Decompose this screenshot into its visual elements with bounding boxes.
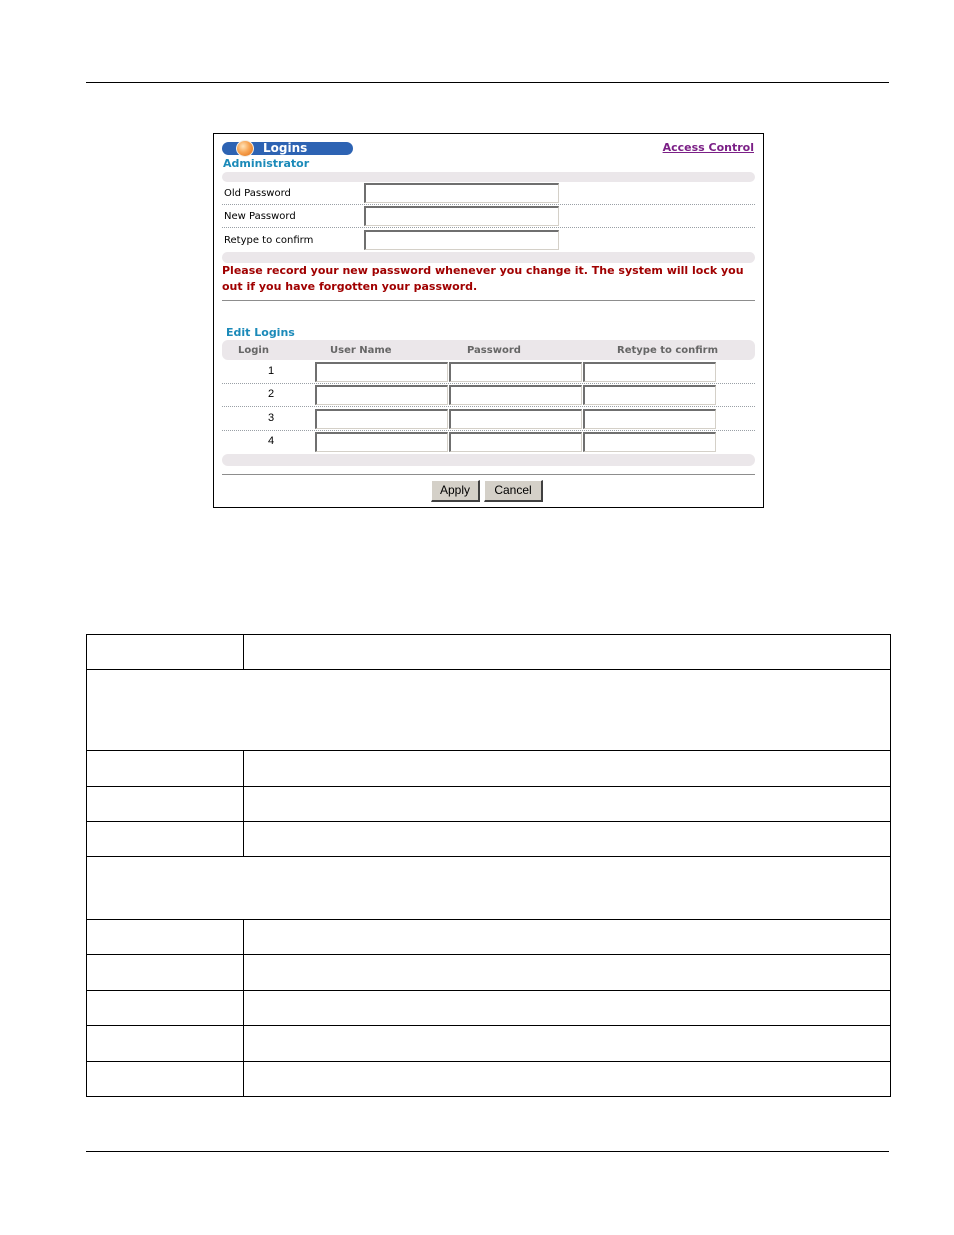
table-cell xyxy=(87,670,891,751)
table-row xyxy=(87,920,891,955)
retype-password-input[interactable] xyxy=(364,230,559,250)
button-divider xyxy=(222,474,755,475)
table-cell xyxy=(244,787,891,822)
table-row xyxy=(87,955,891,991)
user-name-input-1[interactable] xyxy=(315,362,448,382)
retype-input-4[interactable] xyxy=(583,432,716,452)
login-row xyxy=(222,384,755,407)
login-number: 4 xyxy=(268,435,275,447)
table-cell xyxy=(87,751,244,787)
login-row xyxy=(222,361,755,384)
user-name-input-4[interactable] xyxy=(315,432,448,452)
col-password: Password xyxy=(467,345,521,356)
title-bar xyxy=(222,142,353,155)
table-cell xyxy=(244,822,891,857)
login-row xyxy=(222,408,755,431)
password-input-1[interactable] xyxy=(449,362,582,382)
table-cell xyxy=(87,857,891,920)
login-row xyxy=(222,431,755,454)
table-row xyxy=(87,1026,891,1062)
table-row xyxy=(87,991,891,1026)
cancel-button[interactable]: Cancel xyxy=(484,480,543,502)
table-cell xyxy=(244,751,891,787)
table-cell xyxy=(87,955,244,991)
old-password-row xyxy=(222,182,755,205)
table-cell xyxy=(87,787,244,822)
col-retype: Retype to confirm xyxy=(617,345,719,356)
retype-password-row xyxy=(222,229,755,252)
password-input-4[interactable] xyxy=(449,432,582,452)
user-name-input-3[interactable] xyxy=(315,409,448,429)
page-title: Logins xyxy=(263,141,308,155)
password-input-3[interactable] xyxy=(449,409,582,429)
orb-icon xyxy=(236,140,254,157)
table-cell xyxy=(244,955,891,991)
table-row xyxy=(87,751,891,787)
old-password-input[interactable] xyxy=(364,183,559,203)
header-rule xyxy=(86,82,889,83)
user-name-input-2[interactable] xyxy=(315,385,448,405)
retype-input-3[interactable] xyxy=(583,409,716,429)
table-cell xyxy=(87,822,244,857)
table-cell xyxy=(244,920,891,955)
admin-bottom-band xyxy=(222,252,755,263)
password-warning: Please record your new password whenever you change it. The system will lock you out if you have forgotten your password. xyxy=(222,264,744,293)
table-cell xyxy=(87,1026,244,1062)
table-cell xyxy=(87,920,244,955)
table-cell xyxy=(244,1026,891,1062)
table-cell xyxy=(87,1062,244,1097)
administrator-heading: Administrator xyxy=(223,157,310,170)
table-cell xyxy=(87,635,244,670)
col-login: Login xyxy=(238,345,269,356)
table-cell xyxy=(244,991,891,1026)
field-description-table xyxy=(86,634,891,1097)
table-row xyxy=(87,1062,891,1097)
retype-password-label: Retype to confirm xyxy=(224,235,314,246)
section-divider xyxy=(222,300,755,301)
new-password-input[interactable] xyxy=(364,206,559,226)
new-password-row xyxy=(222,205,755,228)
footer-rule xyxy=(86,1151,889,1152)
access-control-link[interactable]: Access Control xyxy=(662,141,754,154)
table-cell xyxy=(244,1062,891,1097)
logins-bottom-band xyxy=(222,454,755,466)
table-row xyxy=(87,670,891,751)
login-number: 3 xyxy=(268,412,275,424)
retype-input-1[interactable] xyxy=(583,362,716,382)
admin-top-band xyxy=(222,172,755,182)
new-password-label: New Password xyxy=(224,211,296,222)
table-row xyxy=(87,635,891,670)
table-cell xyxy=(87,991,244,1026)
col-user-name: User Name xyxy=(330,345,392,356)
table-row xyxy=(87,822,891,857)
table-cell xyxy=(244,635,891,670)
logins-screen xyxy=(213,133,764,508)
old-password-label: Old Password xyxy=(224,188,291,199)
retype-input-2[interactable] xyxy=(583,385,716,405)
login-number: 1 xyxy=(268,365,275,377)
table-row xyxy=(87,857,891,920)
edit-logins-heading: Edit Logins xyxy=(226,326,295,339)
password-input-2[interactable] xyxy=(449,385,582,405)
login-number: 2 xyxy=(268,388,275,400)
apply-button[interactable]: Apply xyxy=(431,480,480,502)
table-row xyxy=(87,787,891,822)
